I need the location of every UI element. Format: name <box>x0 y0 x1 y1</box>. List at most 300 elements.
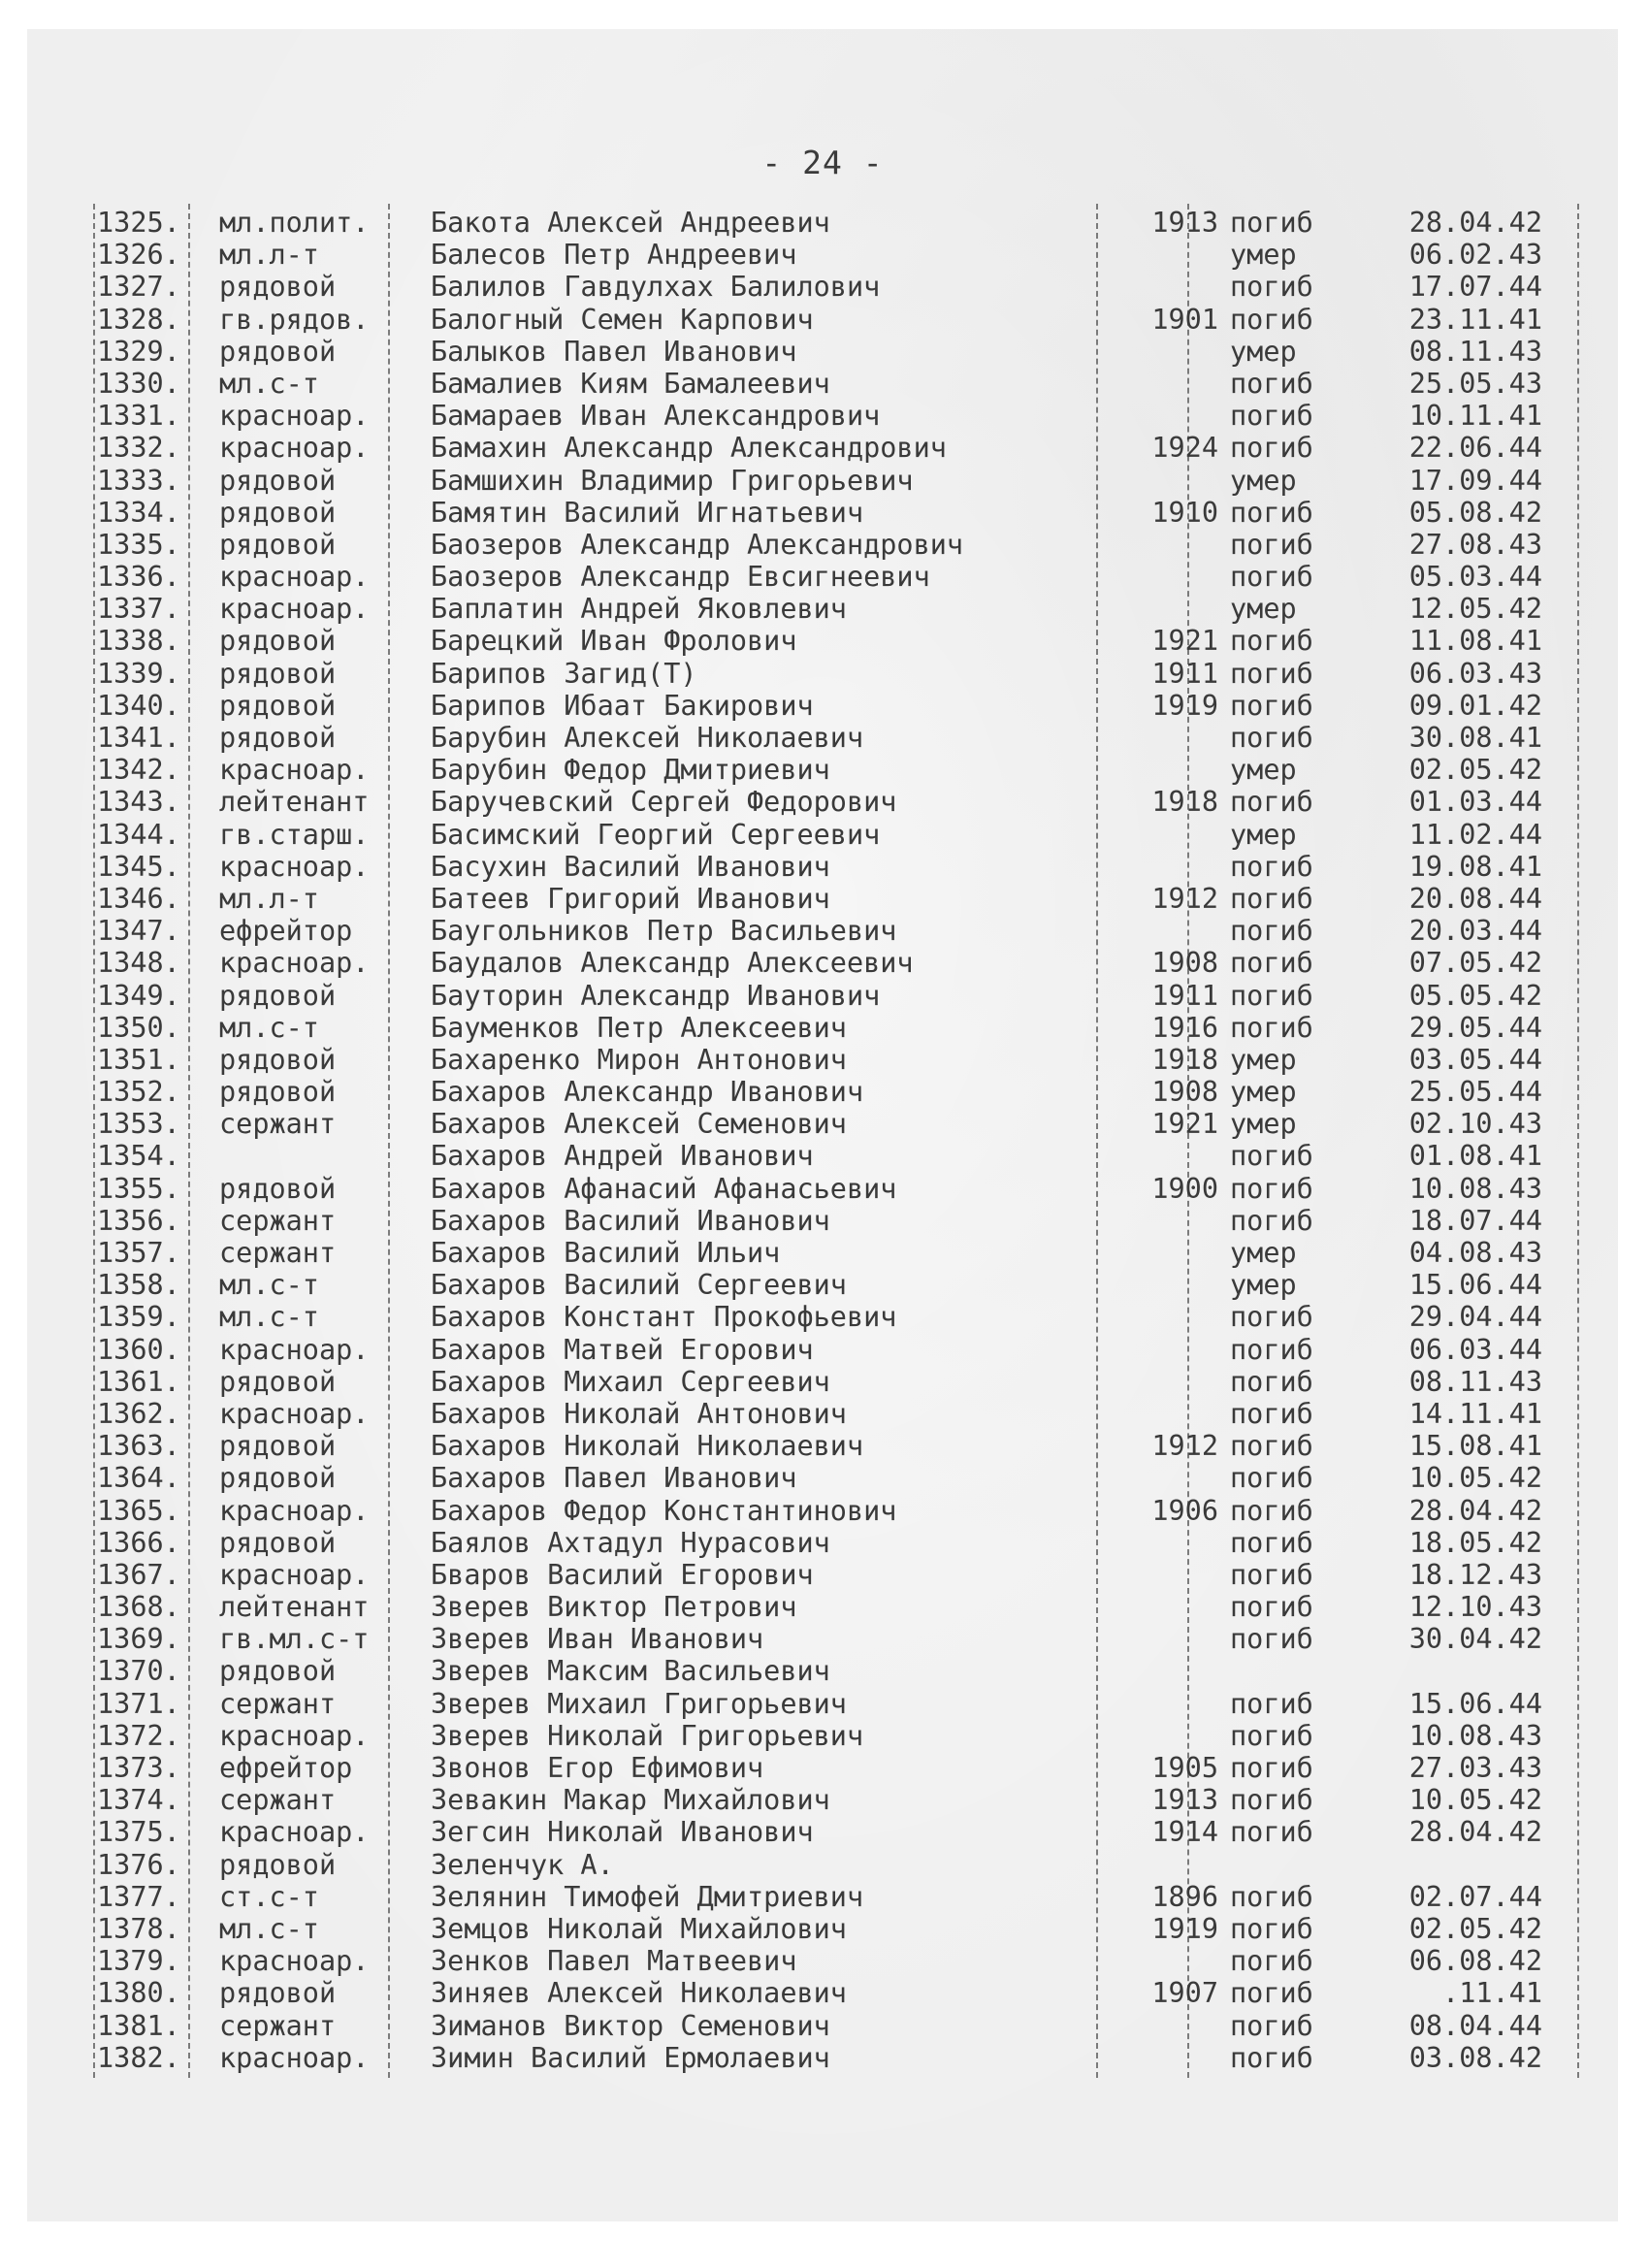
date-of-event: 06.08.42 <box>1408 1945 1542 1978</box>
military-rank: рядовой <box>219 1848 337 1881</box>
person-name: Бахаров Михаил Сергеевич <box>431 1365 830 1398</box>
fate-status: погиб <box>1230 1719 1313 1752</box>
row-number: 1339. <box>97 657 180 690</box>
row-number: 1372. <box>97 1719 180 1752</box>
fate-status: погиб <box>1230 1912 1313 1945</box>
row-number: 1325. <box>97 207 180 239</box>
table-row <box>68 851 1581 883</box>
military-rank: ст.с-т <box>219 1880 319 1913</box>
military-rank: красноар. <box>219 850 370 883</box>
military-rank: рядовой <box>219 722 337 754</box>
table-row <box>68 1655 1581 1687</box>
table-row <box>68 1108 1581 1140</box>
person-name: Баплатин Андрей Яковлевич <box>431 593 847 626</box>
person-name: Бахаров Федор Константинович <box>431 1494 897 1527</box>
fate-status: погиб <box>1230 882 1313 915</box>
table-row <box>68 1752 1581 1784</box>
person-name: Бахаров Афанасий Афанасьевич <box>431 1172 897 1205</box>
row-number: 1356. <box>97 1204 180 1237</box>
date-of-event: 01.08.41 <box>1408 1140 1542 1173</box>
person-name: Звонов Егор Ефимович <box>431 1752 764 1784</box>
table-row <box>68 658 1581 690</box>
military-rank: рядовой <box>219 1172 337 1205</box>
row-number: 1342. <box>97 754 180 787</box>
row-number: 1357. <box>97 1237 180 1269</box>
military-rank: гв.мл.с-т <box>219 1623 370 1656</box>
military-rank: красноар. <box>219 1558 370 1591</box>
person-name: Балыков Павел Иванович <box>431 335 797 368</box>
fate-status: погиб <box>1230 722 1313 754</box>
date-of-event: 30.08.41 <box>1408 722 1542 754</box>
date-of-event: 23.11.41 <box>1408 303 1542 336</box>
row-number: 1377. <box>97 1880 180 1913</box>
date-of-event: 10.08.43 <box>1408 1719 1542 1752</box>
fate-status: погиб <box>1230 303 1313 336</box>
table-row <box>68 980 1581 1012</box>
military-rank: ефрейтор <box>219 1752 353 1784</box>
person-name: Земцов Николай Михайлович <box>431 1912 847 1945</box>
fate-status: умер <box>1230 754 1297 787</box>
fate-status: погиб <box>1230 1558 1313 1591</box>
date-of-event: 15.06.44 <box>1408 1269 1542 1302</box>
person-name: Бахаров Алексей Семенович <box>431 1108 847 1141</box>
fate-status: погиб <box>1230 915 1313 948</box>
row-number: 1329. <box>97 335 180 368</box>
row-number: 1358. <box>97 1269 180 1302</box>
person-name: Баялов Ахтадул Нурасович <box>431 1526 830 1559</box>
person-name: Батеев Григорий Иванович <box>431 882 830 915</box>
fate-status: погиб <box>1230 367 1313 400</box>
person-name: Бахаров Павел Иванович <box>431 1462 797 1495</box>
table-row <box>68 1205 1581 1237</box>
date-of-event: 20.08.44 <box>1408 882 1542 915</box>
row-number: 1376. <box>97 1848 180 1881</box>
military-rank: мл.л-т <box>219 239 319 272</box>
military-rank: рядовой <box>219 335 337 368</box>
table-row <box>68 207 1581 239</box>
row-number: 1336. <box>97 561 180 594</box>
row-number: 1351. <box>97 1043 180 1076</box>
birth-year: 1912 <box>1151 882 1218 915</box>
military-rank: рядовой <box>219 1430 337 1463</box>
table-row <box>68 819 1581 851</box>
person-name: Басимский Георгий Сергеевич <box>431 818 881 851</box>
date-of-event: .11.41 <box>1442 1977 1542 2010</box>
military-rank: гв.рядов. <box>219 303 370 336</box>
table-row <box>68 1784 1581 1816</box>
military-rank: рядовой <box>219 271 337 304</box>
row-number: 1361. <box>97 1365 180 1398</box>
fate-status: погиб <box>1230 625 1313 658</box>
table-row <box>68 1623 1581 1655</box>
person-name: Баозеров Александр Евсигнеевич <box>431 561 930 594</box>
row-number: 1343. <box>97 786 180 819</box>
military-rank: рядовой <box>219 464 337 497</box>
fate-status: погиб <box>1230 1333 1313 1366</box>
row-number: 1344. <box>97 818 180 851</box>
military-rank: рядовой <box>219 979 337 1012</box>
birth-year: 1900 <box>1151 1172 1218 1205</box>
date-of-event: 07.05.42 <box>1408 947 1542 980</box>
table-row <box>68 1076 1581 1108</box>
row-number: 1380. <box>97 1977 180 2010</box>
military-rank: рядовой <box>219 1526 337 1559</box>
person-name: Баудалов Александр Алексеевич <box>431 947 914 980</box>
birth-year: 1911 <box>1151 979 1218 1012</box>
military-rank: рядовой <box>219 1076 337 1109</box>
fate-status: погиб <box>1230 1172 1313 1205</box>
fate-status: погиб <box>1230 207 1313 239</box>
row-number: 1335. <box>97 528 180 561</box>
fate-status: погиб <box>1230 1430 1313 1463</box>
fate-status: погиб <box>1230 689 1313 722</box>
table-row <box>68 722 1581 754</box>
person-name: Барецкий Иван Фролович <box>431 625 797 658</box>
fate-status: умер <box>1230 1269 1297 1302</box>
row-number: 1348. <box>97 947 180 980</box>
date-of-event: 03.08.42 <box>1408 2041 1542 2074</box>
row-number: 1368. <box>97 1591 180 1624</box>
date-of-event: 12.10.43 <box>1408 1591 1542 1624</box>
table-row <box>68 561 1581 593</box>
fate-status: погиб <box>1230 1526 1313 1559</box>
table-row <box>68 336 1581 368</box>
person-name: Балогный Семен Карпович <box>431 303 814 336</box>
date-of-event: 27.03.43 <box>1408 1752 1542 1784</box>
military-rank: красноар. <box>219 593 370 626</box>
person-name: Баугольников Петр Васильевич <box>431 915 897 948</box>
fate-status: погиб <box>1230 850 1313 883</box>
fate-status: погиб <box>1230 1140 1313 1173</box>
table-row <box>68 2010 1581 2042</box>
row-number: 1331. <box>97 400 180 433</box>
table-row <box>68 1140 1581 1172</box>
fate-status: погиб <box>1230 1301 1313 1334</box>
table-row <box>68 690 1581 722</box>
fate-status: умер <box>1230 1076 1297 1109</box>
person-name: Бахаров Николай Николаевич <box>431 1430 864 1463</box>
row-number: 1326. <box>97 239 180 272</box>
birth-year: 1908 <box>1151 947 1218 980</box>
birth-year: 1896 <box>1151 1880 1218 1913</box>
fate-status: погиб <box>1230 561 1313 594</box>
military-rank: мл.с-т <box>219 1912 319 1945</box>
person-name: Бамахин Александр Александрович <box>431 432 947 465</box>
row-number: 1350. <box>97 1011 180 1044</box>
table-row <box>68 2042 1581 2074</box>
fate-status: умер <box>1230 335 1297 368</box>
fate-status: погиб <box>1230 1752 1313 1784</box>
casualty-register <box>68 207 1581 2074</box>
row-number: 1345. <box>97 850 180 883</box>
military-rank: рядовой <box>219 1365 337 1398</box>
row-number: 1378. <box>97 1912 180 1945</box>
military-rank: мл.с-т <box>219 1011 319 1044</box>
date-of-event: 18.12.43 <box>1408 1558 1542 1591</box>
date-of-event: 10.05.42 <box>1408 1462 1542 1495</box>
row-number: 1369. <box>97 1623 180 1656</box>
table-row <box>68 947 1581 979</box>
table-row <box>68 432 1581 464</box>
table-row <box>68 1366 1581 1398</box>
person-name: Баручевский Сергей Федорович <box>431 786 897 819</box>
table-row <box>68 883 1581 915</box>
table-row <box>68 1816 1581 1848</box>
person-name: Зверев Максим Васильевич <box>431 1655 830 1688</box>
date-of-event: 28.04.42 <box>1408 1494 1542 1527</box>
birth-year: 1914 <box>1151 1816 1218 1849</box>
table-row <box>68 1527 1581 1559</box>
military-rank: красноар. <box>219 1397 370 1430</box>
date-of-event: 30.04.42 <box>1408 1623 1542 1656</box>
table-row <box>68 497 1581 529</box>
person-name: Бахаров Василий Ильич <box>431 1237 781 1269</box>
row-number: 1353. <box>97 1108 180 1141</box>
table-row <box>68 1688 1581 1720</box>
table-row <box>68 465 1581 497</box>
birth-year: 1918 <box>1151 1043 1218 1076</box>
birth-year: 1907 <box>1151 1977 1218 2010</box>
date-of-event: 02.05.42 <box>1408 754 1542 787</box>
table-row <box>68 1237 1581 1269</box>
military-rank: красноар. <box>219 947 370 980</box>
date-of-event: 05.03.44 <box>1408 561 1542 594</box>
fate-status: погиб <box>1230 1784 1313 1817</box>
fate-status: погиб <box>1230 528 1313 561</box>
person-name: Бахаров Василий Сергеевич <box>431 1269 847 1302</box>
person-name: Зенков Павел Матвеевич <box>431 1945 797 1978</box>
military-rank: красноар. <box>219 1719 370 1752</box>
military-rank: рядовой <box>219 1462 337 1495</box>
person-name: Зверев Михаил Григорьевич <box>431 1687 847 1720</box>
military-rank: рядовой <box>219 1977 337 2010</box>
date-of-event: 15.06.44 <box>1408 1687 1542 1720</box>
birth-year: 1913 <box>1151 207 1218 239</box>
fate-status: погиб <box>1230 1011 1313 1044</box>
person-name: Бауторин Александр Иванович <box>431 979 881 1012</box>
table-row <box>68 368 1581 400</box>
row-number: 1360. <box>97 1333 180 1366</box>
person-name: Барубин Федор Дмитриевич <box>431 754 830 787</box>
person-name: Зиняев Алексей Николаевич <box>431 1977 847 2010</box>
military-rank: красноар. <box>219 2041 370 2074</box>
date-of-event: 01.03.44 <box>1408 786 1542 819</box>
date-of-event: 09.01.42 <box>1408 689 1542 722</box>
person-name: Зверев Иван Иванович <box>431 1623 764 1656</box>
military-rank: сержант <box>219 2009 337 2042</box>
military-rank: рядовой <box>219 657 337 690</box>
table-row <box>68 304 1581 336</box>
table-row <box>68 1495 1581 1527</box>
table-row <box>68 1462 1581 1494</box>
row-number: 1381. <box>97 2009 180 2042</box>
fate-status: погиб <box>1230 2009 1313 2042</box>
table-row <box>68 1945 1581 1977</box>
fate-status: погиб <box>1230 432 1313 465</box>
date-of-event: 08.11.43 <box>1408 1365 1542 1398</box>
date-of-event: 29.04.44 <box>1408 1301 1542 1334</box>
person-name: Бахаренко Мирон Антонович <box>431 1043 847 1076</box>
table-row <box>68 400 1581 432</box>
military-rank: сержант <box>219 1687 337 1720</box>
row-number: 1340. <box>97 689 180 722</box>
row-number: 1362. <box>97 1397 180 1430</box>
date-of-event: 05.05.42 <box>1408 979 1542 1012</box>
military-rank: рядовой <box>219 625 337 658</box>
fate-status: погиб <box>1230 1945 1313 1978</box>
date-of-event: 04.08.43 <box>1408 1237 1542 1269</box>
table-row <box>68 1398 1581 1430</box>
birth-year: 1910 <box>1151 496 1218 529</box>
person-name: Бауменков Петр Алексеевич <box>431 1011 847 1044</box>
military-rank: лейтенант <box>219 1591 370 1624</box>
date-of-event: 22.06.44 <box>1408 432 1542 465</box>
person-name: Бахаров Матвей Егорович <box>431 1333 814 1366</box>
date-of-event: 08.11.43 <box>1408 335 1542 368</box>
table-row <box>68 1881 1581 1913</box>
birth-year: 1918 <box>1151 786 1218 819</box>
date-of-event: 25.05.43 <box>1408 367 1542 400</box>
military-rank: сержант <box>219 1237 337 1269</box>
date-of-event: 18.05.42 <box>1408 1526 1542 1559</box>
military-rank: гв.старш. <box>219 818 370 851</box>
fate-status: погиб <box>1230 1462 1313 1495</box>
fate-status: погиб <box>1230 1397 1313 1430</box>
person-name: Зверев Николай Григорьевич <box>431 1719 864 1752</box>
date-of-event: 17.09.44 <box>1408 464 1542 497</box>
date-of-event: 03.05.44 <box>1408 1043 1542 1076</box>
date-of-event: 11.02.44 <box>1408 818 1542 851</box>
birth-year: 1906 <box>1151 1494 1218 1527</box>
table-row <box>68 1044 1581 1076</box>
fate-status: погиб <box>1230 400 1313 433</box>
table-row <box>68 1430 1581 1462</box>
row-number: 1363. <box>97 1430 180 1463</box>
fate-status: погиб <box>1230 1494 1313 1527</box>
row-number: 1366. <box>97 1526 180 1559</box>
military-rank: лейтенант <box>219 786 370 819</box>
date-of-event: 18.07.44 <box>1408 1204 1542 1237</box>
date-of-event: 10.08.43 <box>1408 1172 1542 1205</box>
military-rank: мл.полит. <box>219 207 370 239</box>
person-name: Зегсин Николай Иванович <box>431 1816 814 1849</box>
row-number: 1332. <box>97 432 180 465</box>
birth-year: 1921 <box>1151 625 1218 658</box>
military-rank: рядовой <box>219 1655 337 1688</box>
military-rank: красноар. <box>219 432 370 465</box>
row-number: 1330. <box>97 367 180 400</box>
military-rank: красноар. <box>219 561 370 594</box>
military-rank: красноар. <box>219 1333 370 1366</box>
row-number: 1382. <box>97 2041 180 2074</box>
person-name: Барипов Загид(Т) <box>431 657 697 690</box>
date-of-event: 25.05.44 <box>1408 1076 1542 1109</box>
date-of-event: 02.07.44 <box>1408 1880 1542 1913</box>
person-name: Бахаров Андрей Иванович <box>431 1140 814 1173</box>
fate-status: погиб <box>1230 947 1313 980</box>
military-rank: мл.с-т <box>219 1301 319 1334</box>
fate-status: умер <box>1230 593 1297 626</box>
fate-status: погиб <box>1230 271 1313 304</box>
row-number: 1337. <box>97 593 180 626</box>
fate-status: погиб <box>1230 979 1313 1012</box>
person-name: Балилов Гавдулхах Балилович <box>431 271 881 304</box>
date-of-event: 12.05.42 <box>1408 593 1542 626</box>
row-number: 1371. <box>97 1687 180 1720</box>
table-row <box>68 1301 1581 1333</box>
date-of-event: 14.11.41 <box>1408 1397 1542 1430</box>
fate-status: погиб <box>1230 2041 1313 2074</box>
fate-status: погиб <box>1230 1623 1313 1656</box>
person-name: Бамшихин Владимир Григорьевич <box>431 464 914 497</box>
birth-year: 1908 <box>1151 1076 1218 1109</box>
military-rank: сержант <box>219 1784 337 1817</box>
date-of-event: 28.04.42 <box>1408 207 1542 239</box>
row-number: 1338. <box>97 625 180 658</box>
row-number: 1334. <box>97 496 180 529</box>
date-of-event: 05.08.42 <box>1408 496 1542 529</box>
military-rank: мл.л-т <box>219 882 319 915</box>
person-name: Бамятин Василий Игнатьевич <box>431 496 864 529</box>
table-row <box>68 1591 1581 1623</box>
fate-status: погиб <box>1230 1204 1313 1237</box>
date-of-event: 02.10.43 <box>1408 1108 1542 1141</box>
birth-year: 1901 <box>1151 303 1218 336</box>
row-number: 1347. <box>97 915 180 948</box>
date-of-event: 20.03.44 <box>1408 915 1542 948</box>
person-name: Басухин Василий Иванович <box>431 850 830 883</box>
row-number: 1349. <box>97 979 180 1012</box>
row-number: 1359. <box>97 1301 180 1334</box>
table-row <box>68 529 1581 561</box>
fate-status: умер <box>1230 464 1297 497</box>
person-name: Зевакин Макар Михайлович <box>431 1784 830 1817</box>
person-name: Зелянин Тимофей Дмитриевич <box>431 1880 864 1913</box>
military-rank: красноар. <box>219 1945 370 1978</box>
military-rank: красноар. <box>219 1816 370 1849</box>
date-of-event: 28.04.42 <box>1408 1816 1542 1849</box>
date-of-event: 17.07.44 <box>1408 271 1542 304</box>
row-number: 1341. <box>97 722 180 754</box>
birth-year: 1921 <box>1151 1108 1218 1141</box>
birth-year: 1919 <box>1151 689 1218 722</box>
fate-status: погиб <box>1230 1816 1313 1849</box>
table-row <box>68 1849 1581 1881</box>
military-rank: красноар. <box>219 400 370 433</box>
birth-year: 1916 <box>1151 1011 1218 1044</box>
person-name: Бахаров Василий Иванович <box>431 1204 830 1237</box>
row-number: 1364. <box>97 1462 180 1495</box>
military-rank: рядовой <box>219 1043 337 1076</box>
person-name: Бакота Алексей Андреевич <box>431 207 830 239</box>
table-row <box>68 1977 1581 2009</box>
table-row <box>68 1720 1581 1752</box>
table-row <box>68 1012 1581 1044</box>
date-of-event: 27.08.43 <box>1408 528 1542 561</box>
row-number: 1328. <box>97 303 180 336</box>
person-name: Зверев Виктор Петрович <box>431 1591 797 1624</box>
fate-status: погиб <box>1230 1687 1313 1720</box>
birth-year: 1913 <box>1151 1784 1218 1817</box>
row-number: 1373. <box>97 1752 180 1784</box>
person-name: Бамараев Иван Александрович <box>431 400 881 433</box>
row-number: 1354. <box>97 1140 180 1173</box>
table-row <box>68 1269 1581 1301</box>
birth-year: 1905 <box>1151 1752 1218 1784</box>
row-number: 1327. <box>97 271 180 304</box>
row-number: 1374. <box>97 1784 180 1817</box>
table-row <box>68 1913 1581 1945</box>
